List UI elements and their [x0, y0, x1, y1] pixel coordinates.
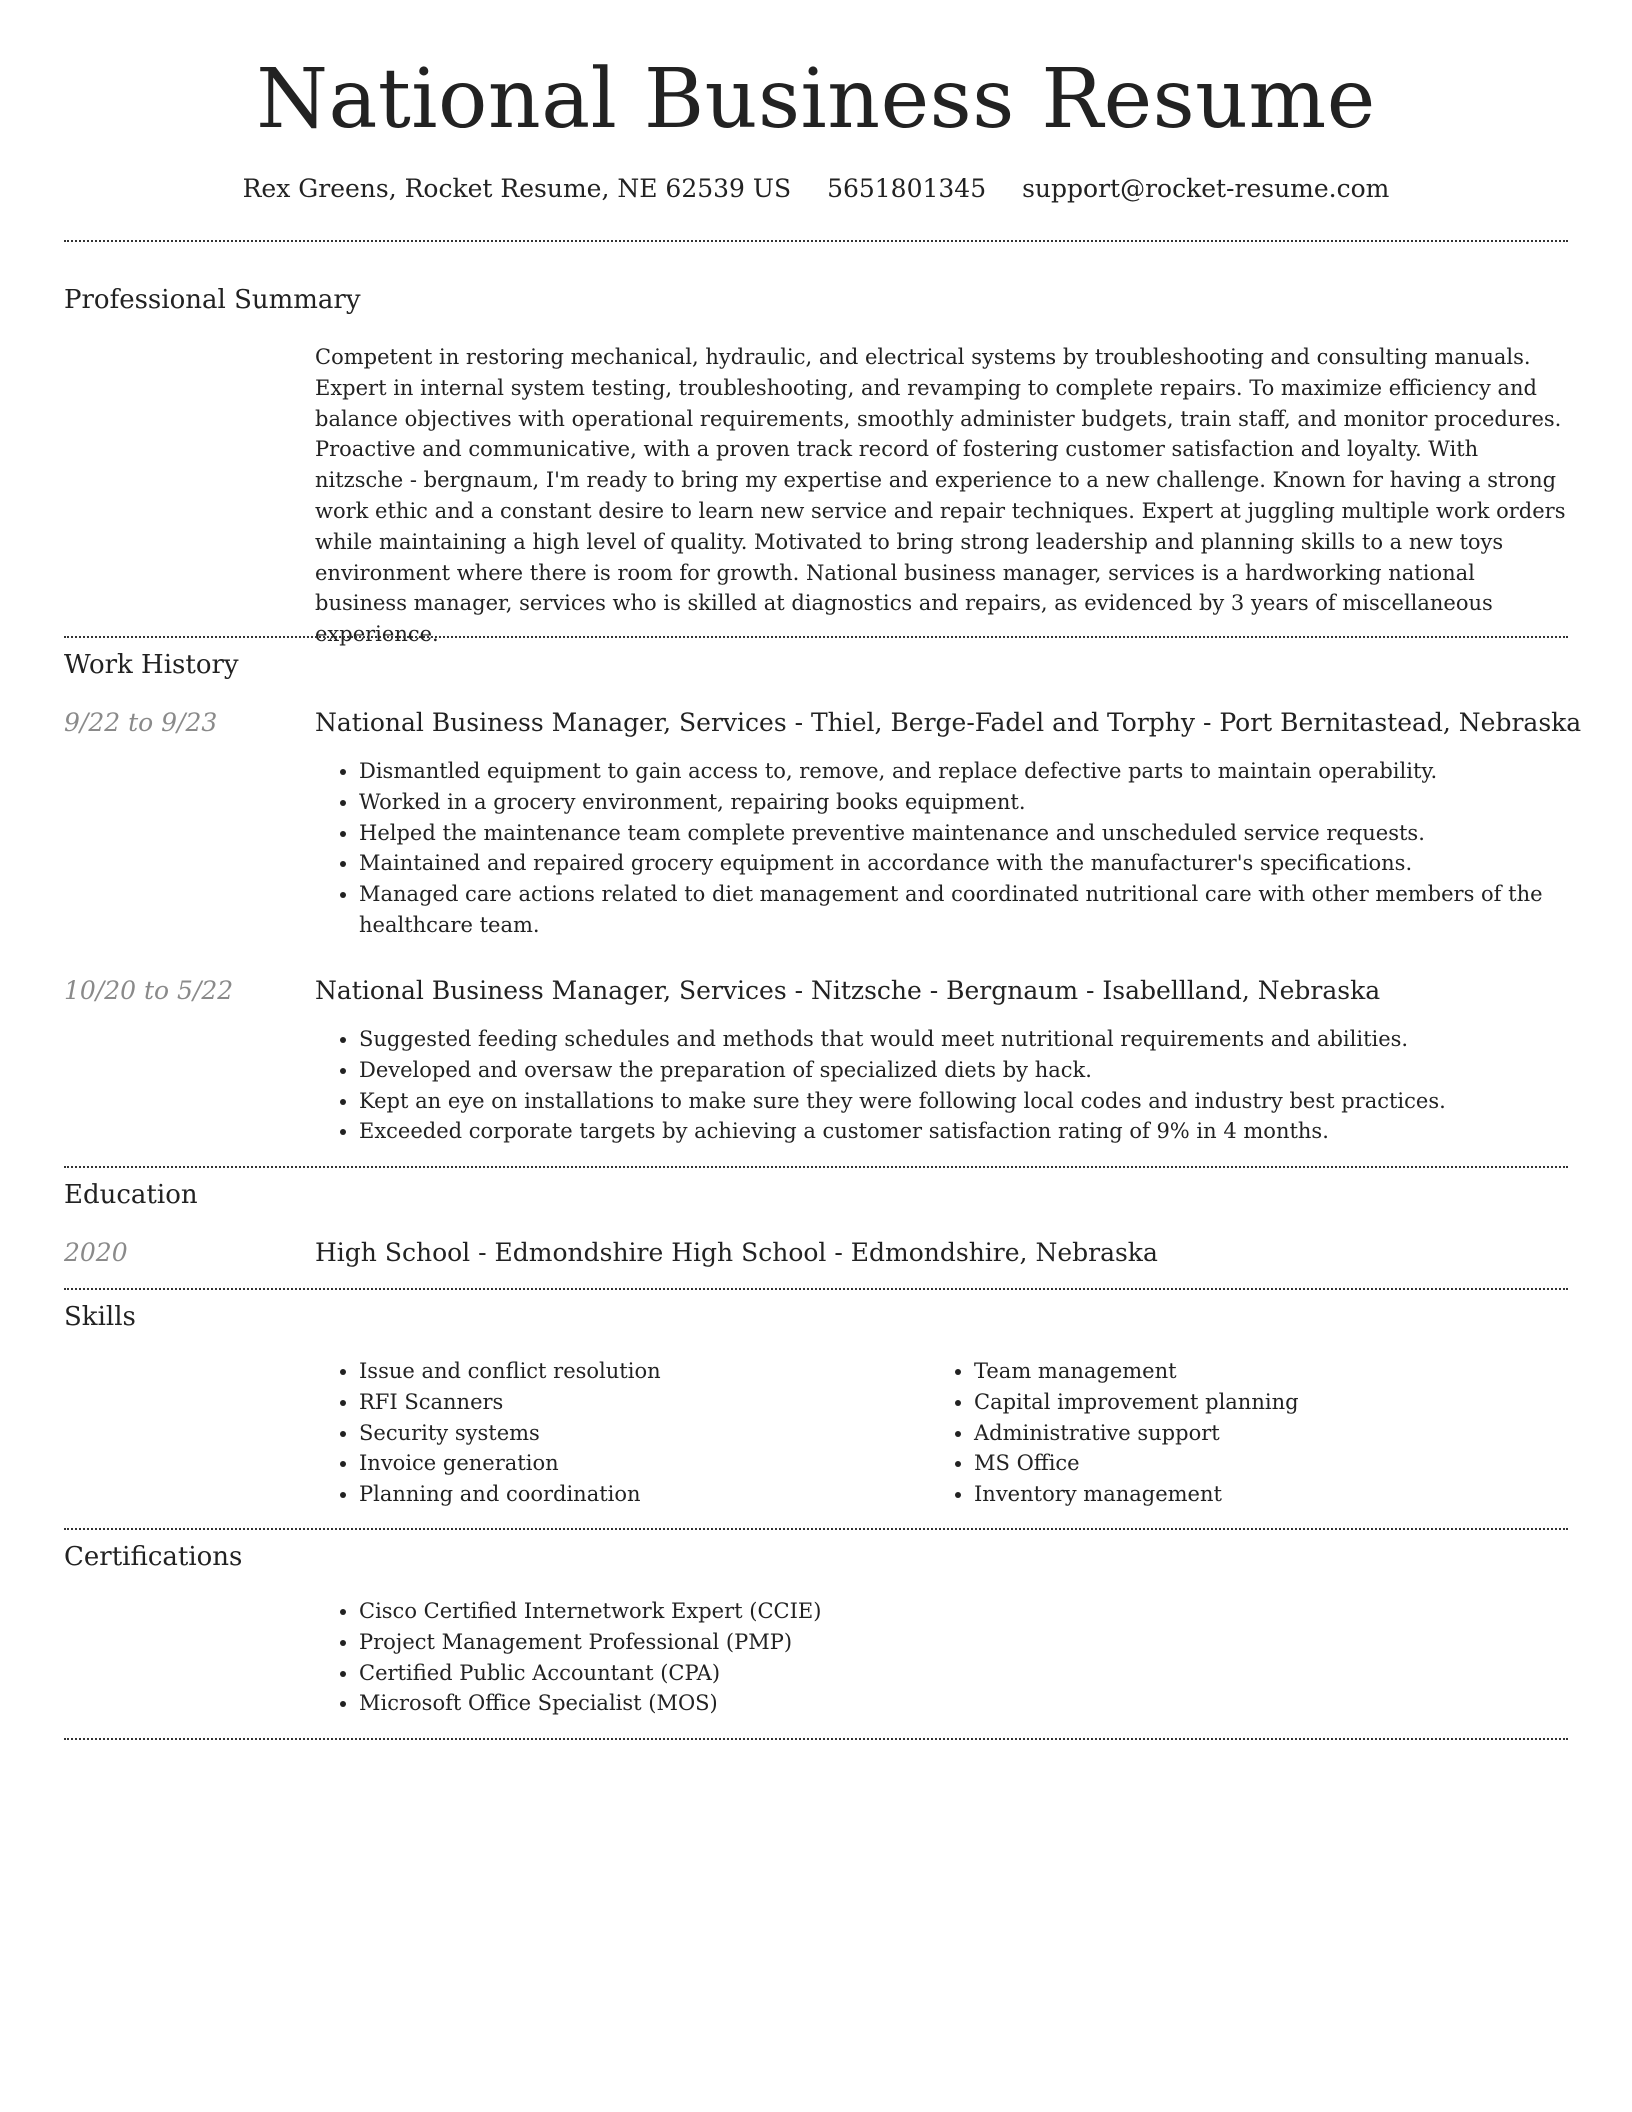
list-item: • RFI Scanners: [359, 1387, 929, 1418]
work-history-heading: Work History: [64, 650, 239, 680]
section-divider: [64, 1288, 1568, 1290]
job-title: National Business Manager, Services - Thiel, Berge-Fadel and Torphy - Port Bernitastead, Nebraska: [315, 708, 1582, 737]
skills-heading: Skills: [64, 1302, 136, 1332]
list-item: • Issue and conflict resolution: [359, 1356, 929, 1387]
certifications-heading: Certifications: [64, 1542, 243, 1572]
section-divider: [64, 1166, 1568, 1168]
job-bullets: [315, 756, 1568, 941]
list-item: • MS Office: [974, 1448, 1564, 1479]
list-item: • Microsoft Office Specialist (MOS): [359, 1688, 1568, 1719]
list-item: • Helped the maintenance team complete preventive maintenance and unscheduled service requests.: [359, 818, 1568, 849]
education-entry: High School - Edmondshire High School - Edmondshire, Nebraska: [315, 1238, 1158, 1267]
skills-list-left: [315, 1356, 929, 1510]
job-title: National Business Manager, Services - Nitzsche - Bergnaum - Isabellland, Nebraska: [315, 976, 1381, 1005]
list-item: • Developed and oversaw the preparation of specialized diets by hack.: [359, 1055, 1568, 1086]
list-item: • Planning and coordination: [359, 1479, 929, 1510]
list-item: • Maintained and repaired grocery equipment in accordance with the manufacturer's specifications.: [359, 848, 1568, 879]
list-item: • Exceeded corporate targets by achieving a customer satisfaction rating of 9% in 4 months.: [359, 1116, 1568, 1147]
education-heading: Education: [64, 1180, 198, 1210]
section-divider: [64, 1738, 1568, 1740]
list-item: • Security systems: [359, 1418, 929, 1449]
job-dates: 9/22 to 9/23: [64, 708, 218, 737]
list-item: • Worked in a grocery environment, repairing books equipment.: [359, 787, 1568, 818]
education-year: 2020: [64, 1238, 128, 1267]
list-item: • Invoice generation: [359, 1448, 929, 1479]
section-divider: [64, 240, 1568, 242]
list-item: • Cisco Certified Internetwork Expert (CCIE): [359, 1596, 1568, 1627]
summary-text: Competent in restoring mechanical, hydraulic, and electrical systems by troubleshooting and consulting manuals. Expert in internal system testing, troubleshooting, and revamping to complete repairs. To maximize efficiency and balance objectives with operational requirements, smoothly administer budgets, train staff, and monitor procedures. Proactive and communicative, with a proven track record of fostering customer satisfaction and loyalty. With nitzsche - bergnaum, I'm ready to bring my expertise and experience to a new challenge. Known for having a strong work ethic and a constant desire to learn new service and repair techniques. Expert at juggling multiple work orders while maintaining a high level of quality. Motivated to bring strong leadership and planning skills to a new toys environment where there is room for growth. National business manager, services is a hardworking national business manager, services who is skilled at diagnostics and repairs, as evidenced by 3 years of miscellaneous experience.: [315, 345, 1566, 647]
certifications-list: [315, 1596, 1568, 1719]
job-bullets: [315, 1024, 1568, 1147]
list-item: • Managed care actions related to diet management and coordinated nutritional care with other members of the healthcare team.: [359, 879, 1568, 941]
contact-address: Rex Greens, Rocket Resume, NE 62539 US: [242, 174, 792, 203]
list-item: • Inventory management: [974, 1479, 1564, 1510]
list-item: • Administrative support: [974, 1418, 1564, 1449]
list-item: • Certified Public Accountant (CPA): [359, 1658, 1568, 1689]
section-divider: [64, 636, 1568, 638]
list-item: • Project Management Professional (PMP): [359, 1627, 1568, 1658]
resume-name: National Business Resume: [256, 52, 1376, 147]
skills-list-right: [930, 1356, 1564, 1510]
list-item: • Team management: [974, 1356, 1564, 1387]
summary-heading: Professional Summary: [64, 285, 361, 315]
contact-phone: 5651801345: [827, 174, 987, 203]
contact-line: [0, 172, 1632, 206]
list-item: • Capital improvement planning: [974, 1387, 1564, 1418]
contact-email: support@rocket-resume.com: [1022, 174, 1390, 203]
job-dates: 10/20 to 5/22: [64, 976, 234, 1005]
section-divider: [64, 1528, 1568, 1530]
list-item: • Kept an eye on installations to make sure they were following local codes and industry best practices.: [359, 1086, 1568, 1117]
list-item: • Dismantled equipment to gain access to, remove, and replace defective parts to maintain operability.: [359, 756, 1568, 787]
list-item: • Suggested feeding schedules and methods that would meet nutritional requirements and abilities.: [359, 1024, 1568, 1055]
